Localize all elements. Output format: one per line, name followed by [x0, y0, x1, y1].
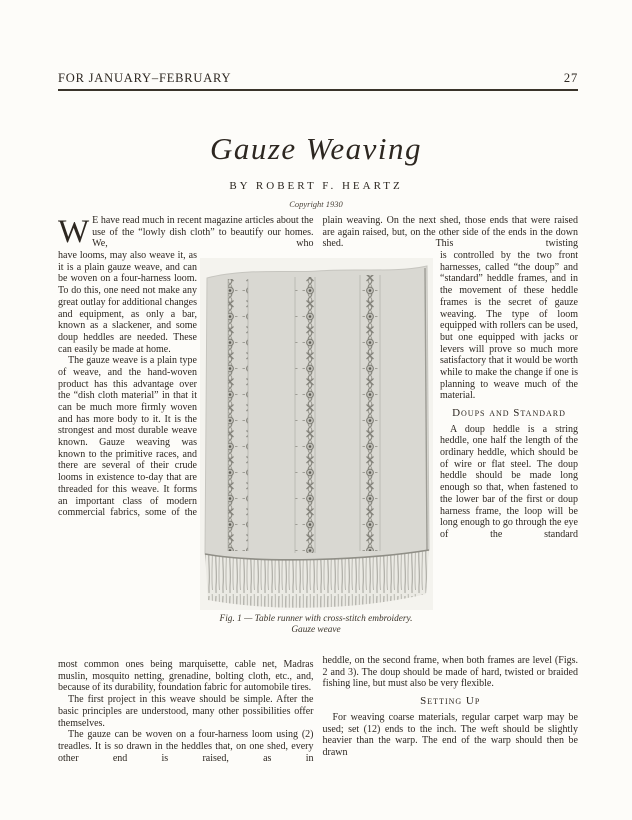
paragraph: The gauze weave is a plain type of weave, and the hand-woven product has this advantage over the “dish cloth material” in that it can be much more firmly woven and has more body to it. It is the strongest and most durable weave known. Gauze weaving was known to the primitive races, and there are several of their crude looms in existence to-day that are threaded for this weave. It forms an important class of modern commercial fabrics, some of the [58, 355, 197, 519]
paragraph: For weaving coarse materials, regular carpet warp may be used; set (12) ends to the inch. The weft should be slightly heavier than the warp. The end of the warp should then be drawn [322, 711, 578, 758]
section-heading-setting-up: Setting Up [420, 695, 481, 708]
paragraph: most common ones being marquisette, cable net, Madras muslin, mosquito netting, grenadine, bolting cloth, etc., and, because of its durability, foundation fabric for automobile tires. [58, 659, 314, 694]
right-narrow-text [440, 250, 578, 655]
dropcap: W [58, 214, 90, 250]
title-block [0, 131, 632, 209]
figure-caption [197, 614, 435, 636]
section-heading-doups: Doups and Standard [452, 407, 566, 419]
left-narrow-text [58, 250, 197, 659]
article-title: Gauze Weaving [209, 131, 423, 166]
lead-paragraph [58, 215, 314, 250]
figure-caption-line1: Fig. 1 — Table runner with cross-stitch embroidery. [219, 614, 413, 624]
byline: BY ROBERT F. HEARTZ [229, 180, 403, 192]
lead-text: E have read much in recent magazine articles about the use of the “lowly dish cloth” to beautify our homes. We, who [92, 215, 314, 250]
paragraph: The first project in this weave should be simple. After the basic principles are understood, many other possibilities offer themselves. [58, 694, 314, 729]
left-wide-text [58, 659, 314, 764]
paragraph: is controlled by the two front harnesses, called “the doup” and “standard” heddle frames, and in the movement of these heddle frames is the secret of gauze weaving. The type of loom equipped with rollers can be used, but one equipped with jacks or levers will prove so much more satisfactory that it would be worth while to make the change if one is planning to weave much of the material. [440, 250, 578, 402]
table-runner-photo [200, 258, 433, 610]
journal-title: FOR JANUARY–FEBRUARY [58, 71, 232, 85]
page-number: 27 [563, 71, 578, 85]
paragraph: plain weaving. On the next shed, those ends that were raised are again raised, but, on the other side of the ends in the down shed. This twisting [322, 215, 578, 250]
paragraph: The gauze can be woven on a four-harness loom using (2) treadles. It is so drawn in the heddles that, on one shed, every other end is raised, as in [58, 729, 314, 764]
copyright-line: Copyright 1930 [289, 199, 343, 209]
paragraph: heddle, on the second frame, when both frames are level (Figs. 2 and 3). The doup should be made of hard, twisted or braided fishing line, but must also be very flexible. [322, 655, 578, 690]
figure-caption-line2: Gauze weave [291, 625, 341, 635]
paragraph: A doup heddle is a string heddle, one half the length of the ordinary heddle, which should be of wire or flat steel. The doup heddle should be made long enough so that, when fastened to the lower bar of the first or doup harness frame, the loop will be long enough to go through the eye of the standard [440, 423, 578, 540]
running-header [58, 71, 578, 91]
paragraph: have looms, may also weave it, as it is a plain gauze weave, and can be woven on a four-harness loom. To do this, one need not make any great outlay for additional changes and equipment, as only a bar, known as a slackener, and some doup heddles are needed. These can easily be made at home. [58, 250, 197, 355]
figure-1 [197, 258, 435, 636]
right-wide-text [323, 655, 579, 759]
